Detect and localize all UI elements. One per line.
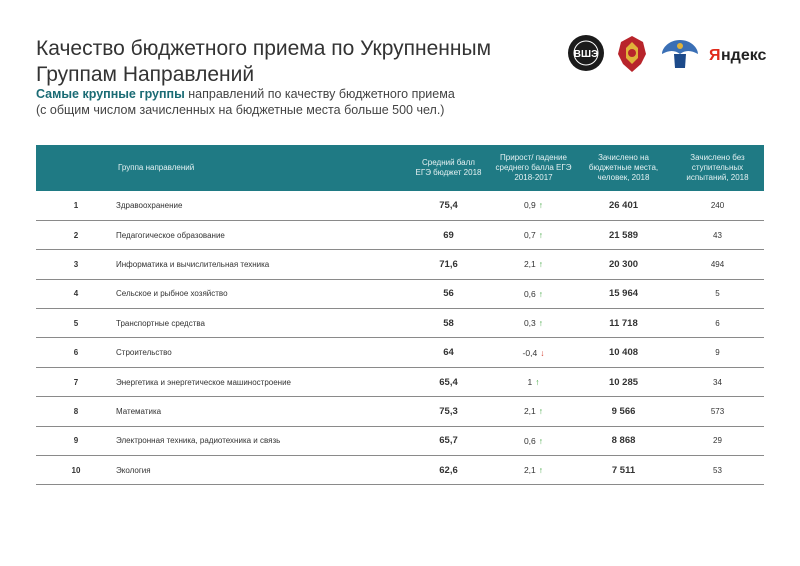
enrolled-cell: 21 589 [608, 229, 639, 241]
no-exam-cell: 5 [715, 289, 720, 299]
yandex-logo-icon [709, 42, 769, 66]
score-cell: 65,7 [439, 435, 458, 447]
growth-cell [491, 426, 576, 455]
arrow-up-icon: ↑ [538, 200, 544, 211]
arrow-up-icon: ↑ [538, 259, 544, 270]
growth-cell [491, 250, 576, 279]
growth-cell [491, 220, 576, 249]
subtitle [36, 86, 556, 118]
enrolled-cell: 11 718 [609, 317, 638, 329]
growth-value: 0,3 [523, 318, 536, 329]
table-row [36, 397, 764, 426]
group-name-cell: Математика [116, 406, 162, 416]
score-cell: 56 [443, 288, 454, 300]
rank-cell: 6 [73, 348, 79, 358]
enrolled-cell: 7 511 [611, 464, 636, 476]
group-name-cell: Экология [116, 465, 151, 475]
no-exam-cell: 34 [713, 377, 722, 387]
table-row [36, 220, 764, 249]
score-cell: 69 [443, 229, 454, 241]
arrow-up-icon: ↑ [535, 377, 540, 388]
no-exam-cell: 573 [710, 406, 725, 416]
group-name-cell: Строительство [116, 348, 172, 358]
header-no-exam: Зачислено без ступительных испытаний, 2018 [686, 153, 749, 182]
rank-cell: 2 [73, 230, 79, 240]
growth-cell [491, 191, 576, 220]
table-row [36, 426, 764, 455]
arrow-up-icon: ↑ [538, 406, 544, 417]
group-name-cell: Электронная техника, радиотехника и связь [116, 436, 281, 446]
growth-cell [491, 367, 576, 396]
no-exam-cell: 494 [710, 259, 725, 269]
growth-value: 1 [527, 377, 533, 388]
enrolled-cell: 10 285 [608, 376, 639, 388]
no-exam-cell: 9 [715, 348, 720, 358]
enrolled-cell: 26 401 [608, 199, 639, 211]
growth-value: 0,7 [523, 230, 536, 241]
svg-text:ндекс: ндекс [721, 47, 767, 64]
table-row [36, 250, 764, 279]
score-cell: 65,4 [439, 376, 458, 388]
enrolled-cell: 20 300 [608, 258, 639, 270]
growth-cell [491, 338, 576, 367]
growth-value: 2,1 [523, 465, 536, 476]
enrolled-cell: 15 964 [608, 288, 639, 300]
group-name-cell: Транспортные средства [116, 318, 205, 328]
enrolled-cell: 10 408 [608, 347, 639, 359]
no-exam-cell: 53 [713, 465, 722, 475]
growth-cell [491, 456, 576, 485]
rank-cell: 1 [73, 200, 79, 210]
arrow-up-icon: ↑ [538, 465, 544, 476]
rank-cell: 4 [73, 289, 79, 299]
svg-text:Я: Я [709, 47, 721, 64]
score-cell: 64 [443, 347, 454, 359]
rank-cell: 5 [73, 318, 79, 328]
arrow-up-icon: ↑ [538, 230, 544, 241]
table-row [36, 367, 764, 396]
arrow-up-icon: ↑ [538, 435, 544, 446]
score-cell: 75,4 [439, 199, 458, 211]
growth-value: 0,9 [523, 200, 536, 211]
header-score: Средний балл ЕГЭ бюджет 2018 [415, 158, 482, 177]
group-name-cell: Педагогическое образование [116, 230, 225, 240]
growth-value: 0,6 [523, 288, 536, 299]
rank-cell: 9 [73, 436, 79, 446]
table-row [36, 309, 764, 338]
growth-cell [491, 279, 576, 308]
subtitle-line2: (с общим числом зачисленных на бюджетные места больше 500 чел.) [36, 103, 445, 117]
growth-cell [491, 309, 576, 338]
score-cell: 58 [443, 317, 454, 329]
arrow-up-icon: ↑ [538, 288, 544, 299]
ministry-emblem-icon [615, 34, 649, 74]
arrow-down-icon: ↓ [540, 347, 545, 358]
no-exam-cell: 240 [710, 200, 725, 210]
no-exam-cell: 6 [715, 318, 720, 328]
arrow-up-icon: ↑ [538, 318, 544, 329]
score-cell: 62,6 [439, 464, 458, 476]
growth-value: -0,4 [522, 347, 538, 358]
growth-cell [491, 397, 576, 426]
score-cell: 71,6 [439, 258, 458, 270]
rosobrnadzor-emblem-icon [659, 34, 701, 74]
rank-cell: 10 [71, 465, 81, 475]
no-exam-cell: 43 [713, 230, 722, 240]
subtitle-rest: направлений по качеству бюджетного приема [184, 87, 455, 101]
group-name-cell: Сельское и рыбное хозяйство [116, 289, 228, 299]
table-row [36, 338, 764, 367]
rank-cell: 8 [73, 406, 79, 416]
group-name-cell: Здравоохранение [116, 200, 183, 210]
table-body [36, 191, 764, 485]
subtitle-bold: Самые крупные группы [36, 87, 185, 101]
hse-logo-icon [567, 34, 605, 72]
rank-cell: 3 [73, 259, 79, 269]
score-cell: 75,3 [439, 405, 458, 417]
header-rank [36, 145, 116, 191]
group-name-cell: Энергетика и энергетическое машиностроение [116, 377, 291, 387]
enrolled-cell: 8 868 [611, 435, 636, 447]
table-row [36, 191, 764, 220]
no-exam-cell: 29 [713, 436, 722, 446]
table-row [36, 279, 764, 308]
header-group: Группа направлений [118, 163, 195, 172]
growth-value: 2,1 [523, 406, 536, 417]
table-header-row [36, 145, 764, 191]
svg-text:ВШЭ: ВШЭ [573, 49, 599, 60]
ranking-table [36, 145, 764, 485]
header-growth: Прирост/ падение среднего балла ЕГЭ 2018-2017 [495, 153, 572, 182]
group-name-cell: Информатика и вычислительная техника [116, 259, 270, 269]
growth-value: 2,1 [523, 259, 536, 270]
page-title: Качество бюджетного приема по Укрупненным Группам Направлений [36, 37, 492, 86]
table-row [36, 456, 764, 485]
rank-cell: 7 [73, 377, 79, 387]
growth-value: 0,6 [523, 435, 536, 446]
header-enrolled: Зачислено на бюджетные места, человек, 2018 [588, 153, 659, 182]
enrolled-cell: 9 566 [611, 405, 636, 417]
